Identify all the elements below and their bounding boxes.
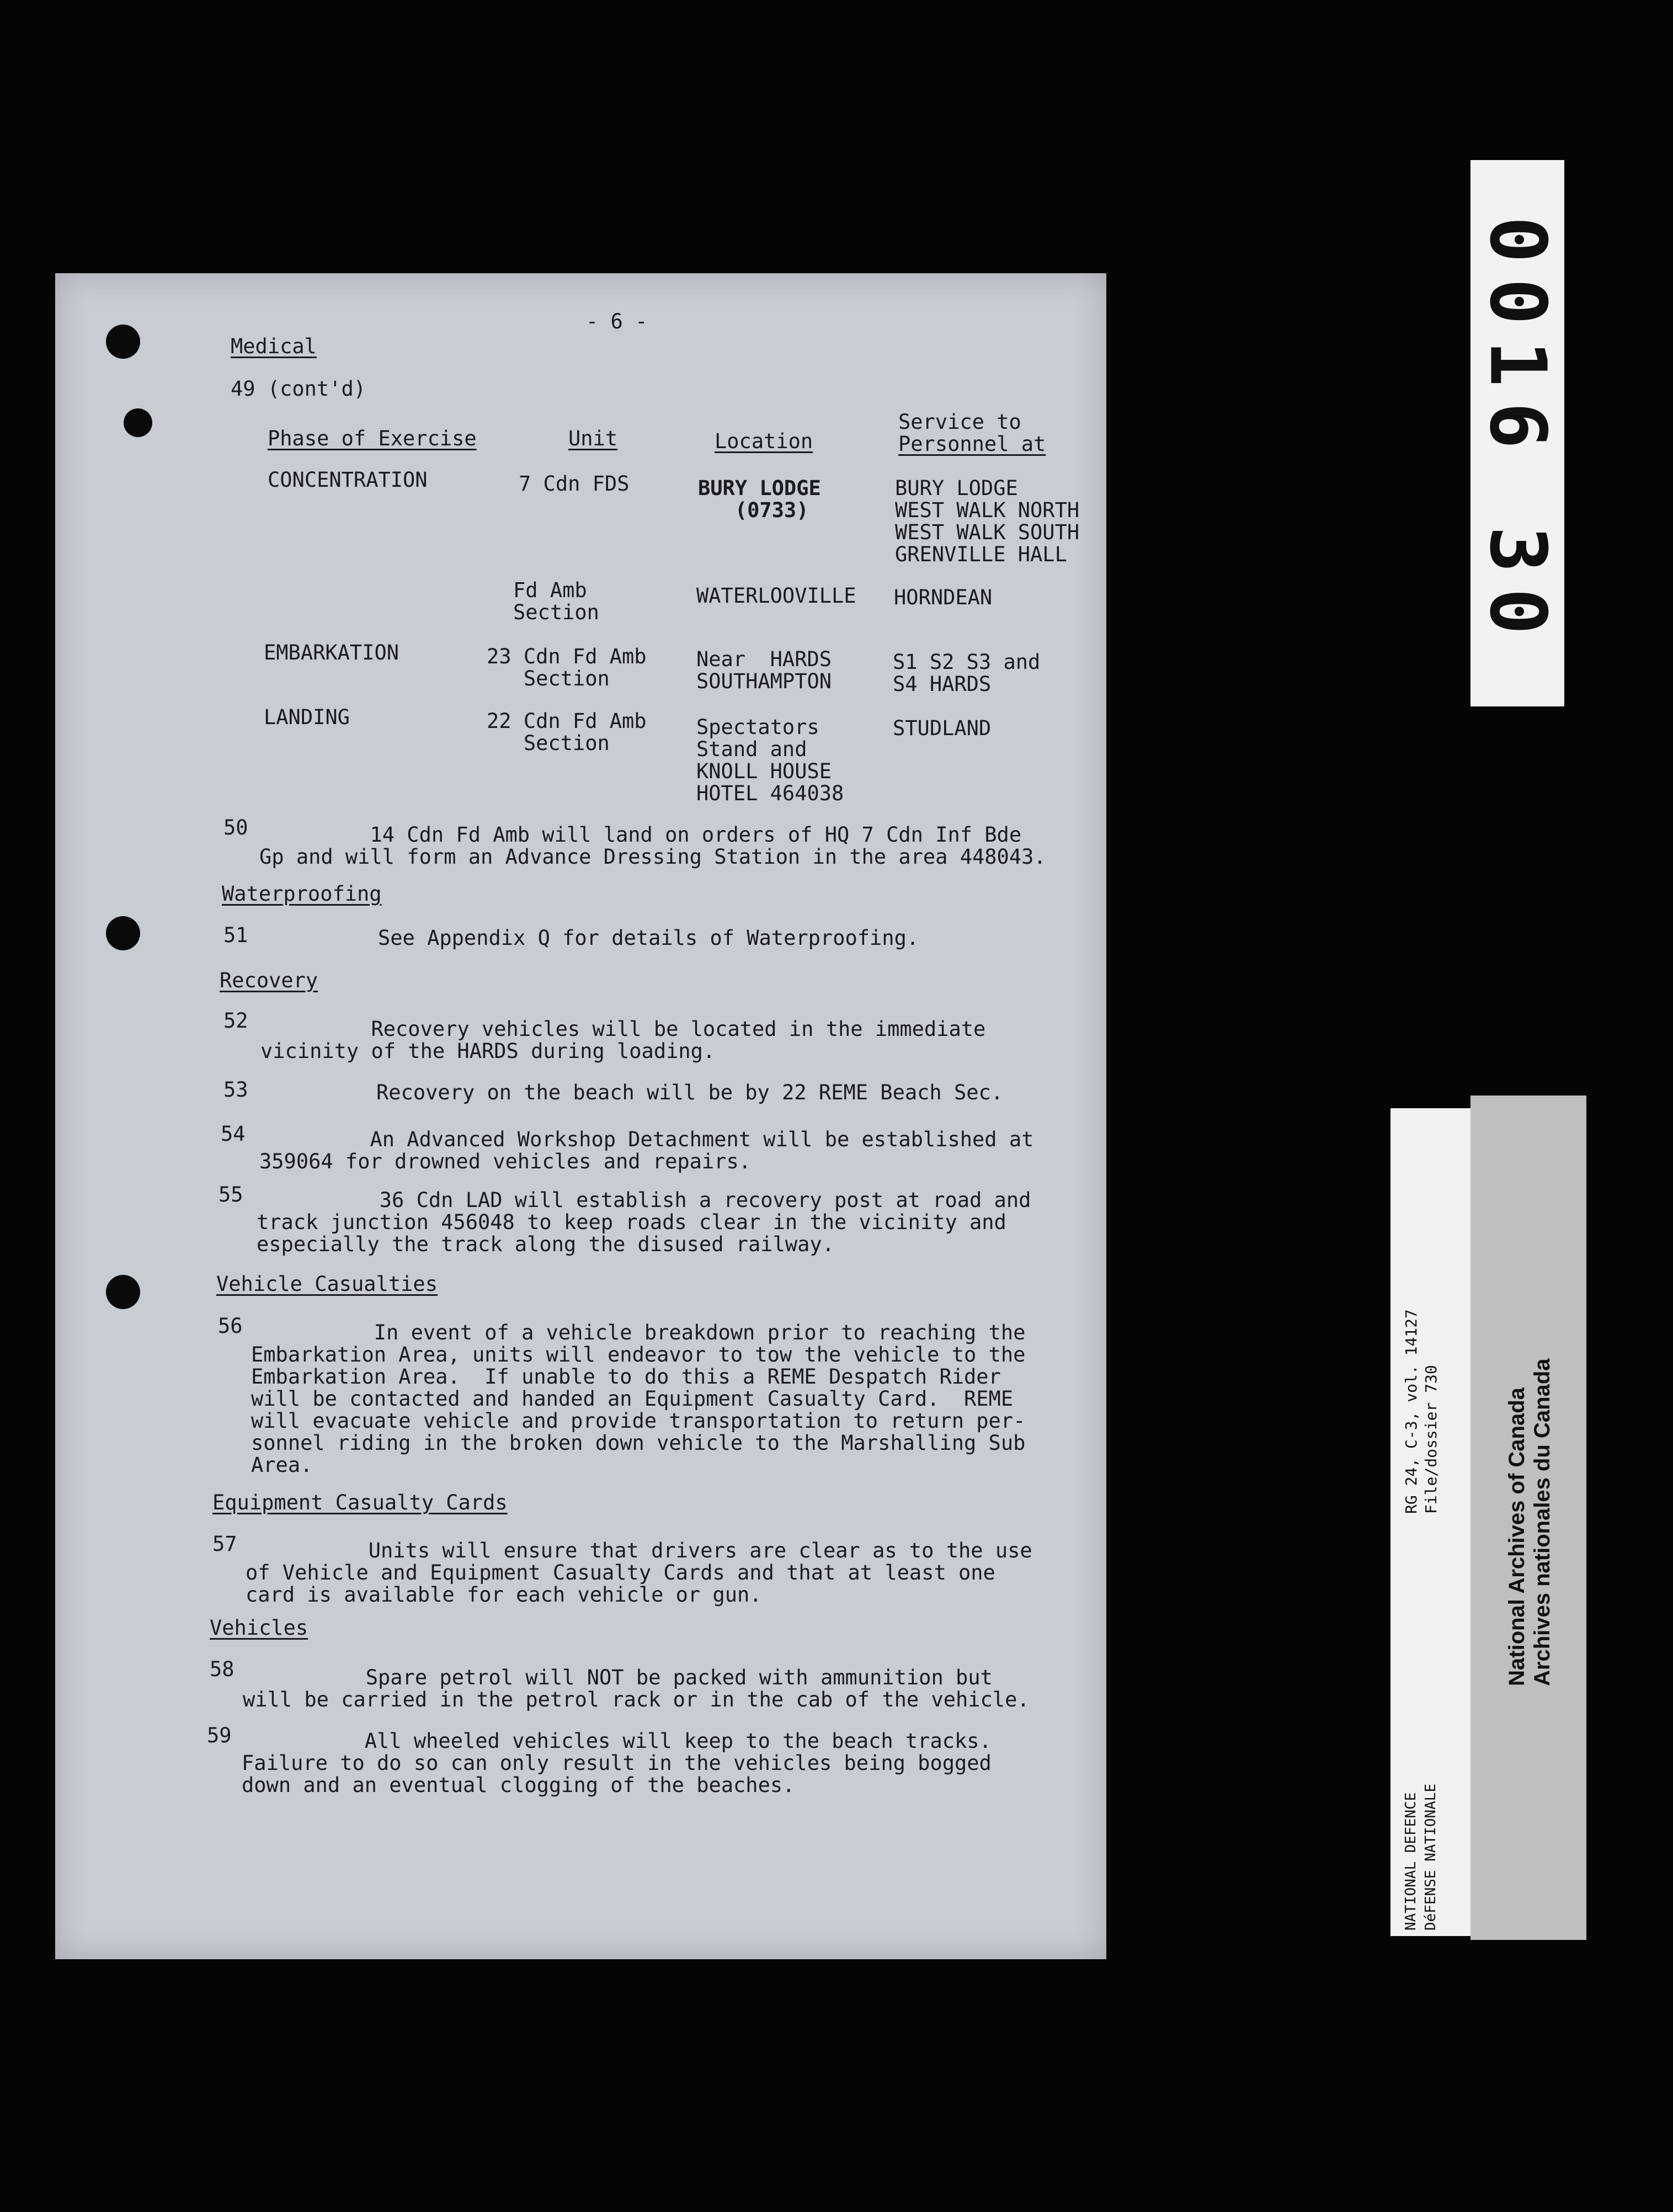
paragraph-59: All wheeled vehicles will keep to the beach tracks. Failure to do so can only result in the vehicles being bogged down and an eventual clogging of the beaches.: [242, 1729, 992, 1797]
ministry-line-1: NATIONAL DEFENCE: [1403, 1792, 1419, 1931]
table-cell-service: HORNDEAN: [894, 586, 993, 609]
archives-name-french: Archives nationales du Canada: [1530, 1358, 1554, 1686]
punch-hole: [124, 408, 152, 437]
continued-label: 49 (cont'd): [231, 377, 366, 401]
archive-reference-line-1: RG 24, C-3, vol. 14127: [1402, 1309, 1420, 1514]
section-heading-recovery: Recovery: [220, 969, 318, 992]
paragraph-56: In event of a vehicle breakdown prior to reaching the Embarkation Area, units will endeavor to tow the vehicle to the Embarkation Area. If unable to do this a REME Despatch Rider will be contacted and handed an Equipment Casualty Card. REME will evacuate vehicle and provide transportation to return per- sonnel riding in the broken down vehicle to the Marshalling Sub Area.: [251, 1321, 1026, 1477]
table-cell-service: STUDLAND: [893, 716, 992, 740]
table-cell-unit: 22 Cdn Fd Amb Section: [487, 709, 647, 755]
archive-reference-line-2: File/dossier 730: [1422, 1365, 1440, 1514]
paragraph-55: 36 Cdn LAD will establish a recovery post at road and track junction 456048 to keep roads clear in the vicinity and especially the track along the disused railway.: [257, 1188, 1031, 1256]
table-cell-phase: CONCENTRATION: [268, 468, 428, 492]
section-heading-medical: Medical: [231, 334, 317, 358]
paragraph-number: 52: [223, 1009, 248, 1033]
paragraph-number: 55: [219, 1183, 243, 1206]
table-header-service-1: Service to: [898, 410, 1021, 434]
table-cell-phase: EMBARKATION: [264, 641, 399, 664]
national-archives-label: [1470, 1096, 1586, 1940]
table-header-service-2: Personnel at: [898, 432, 1046, 456]
table-cell-unit: 7 Cdn FDS: [519, 472, 630, 496]
table-cell-service: S1 S2 S3 and S4 HARDS: [893, 650, 1041, 696]
frame-number: 0016 30: [1472, 216, 1563, 651]
paragraph-54: An Advanced Workshop Detachment will be established at 359064 for drowned vehicles and repairs.: [259, 1128, 1034, 1173]
paragraph-number: 57: [212, 1532, 237, 1556]
paragraph-number: 56: [218, 1314, 243, 1338]
section-heading-vehicles: Vehicles: [210, 1616, 308, 1640]
paragraph-50: 14 Cdn Fd Amb will land on orders of HQ 7 Cdn Inf Bde Gp and will form an Advance Dressing Station in the area 448043.: [259, 823, 1046, 869]
paragraph-52: Recovery vehicles will be located in the immediate vicinity of the HARDS during loading.: [260, 1017, 986, 1063]
paragraph-number: 53: [223, 1078, 248, 1102]
table-cell-location: Near HARDS SOUTHAMPTON: [696, 647, 832, 693]
paragraph-number: 51: [223, 923, 248, 947]
table-header-phase: Phase of Exercise: [268, 427, 477, 450]
frame-number-strip: [1470, 160, 1564, 706]
table-cell-location: BURY LODGE (0733): [698, 476, 821, 522]
table-cell-unit: 23 Cdn Fd Amb Section: [487, 645, 647, 690]
page-number: - 6 -: [586, 310, 648, 333]
punch-hole: [106, 1275, 140, 1309]
paragraph-number: 50: [223, 816, 248, 839]
paragraph-58: Spare petrol will NOT be packed with ammunition but will be carried in the petrol rack or in the cab of the vehicle.: [243, 1666, 1030, 1711]
section-heading-vehicle-casualties: Vehicle Casualties: [216, 1272, 438, 1296]
punch-hole: [106, 325, 140, 359]
paragraph-number: 54: [221, 1122, 246, 1146]
archive-reference-label: [1390, 1108, 1476, 1936]
paragraph-57: Units will ensure that drivers are clear as to the use of Vehicle and Equipment Casualty Cards and that at least one card is available for each vehicle or gun.: [246, 1539, 1032, 1607]
table-header-unit: Unit: [568, 427, 618, 450]
table-cell-location: Spectators Stand and KNOLL HOUSE HOTEL 464038: [696, 715, 844, 805]
document-page: [55, 273, 1106, 1959]
table-header-location: Location: [715, 429, 813, 453]
section-heading-waterproofing: Waterproofing: [222, 882, 382, 906]
paragraph-number: 59: [207, 1724, 232, 1747]
punch-hole: [106, 916, 140, 950]
table-cell-location: WATERLOOVILLE: [696, 584, 856, 608]
archives-name-english: National Archives of Canada: [1505, 1387, 1529, 1686]
ministry-line-2: DéFENSE NATIONALE: [1422, 1783, 1439, 1931]
paragraph-51: See Appendix Q for details of Waterproofing.: [378, 926, 919, 950]
table-cell-phase: LANDING: [264, 705, 350, 729]
table-cell-service: BURY LODGE WEST WALK NORTH WEST WALK SOUTH GRENVILLE HALL: [895, 476, 1080, 566]
table-cell-unit: Fd Amb Section: [513, 578, 599, 624]
paragraph-53: Recovery on the beach will be by 22 REME Beach Sec.: [376, 1081, 1004, 1104]
section-heading-equipment-casualty-cards: Equipment Casualty Cards: [212, 1491, 508, 1514]
paragraph-number: 58: [210, 1657, 235, 1681]
